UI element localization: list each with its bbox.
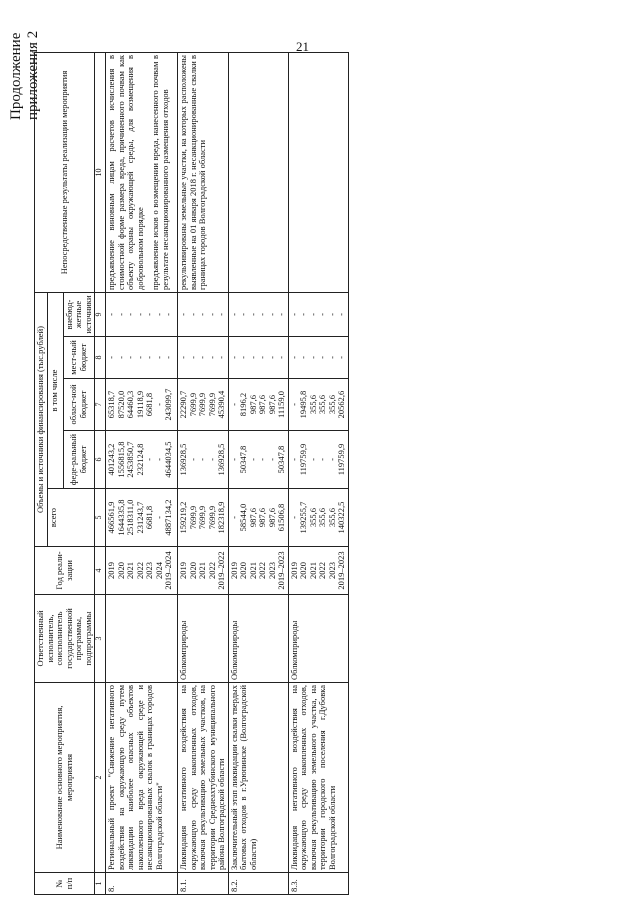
row-local-value: - bbox=[276, 356, 287, 359]
row-federal-value: 119759,9 bbox=[298, 443, 309, 476]
row-local-value: - bbox=[228, 356, 239, 359]
header-year: Год реали-зации bbox=[35, 547, 95, 595]
row-federal-value: 2453850,7 bbox=[125, 441, 136, 478]
row-federal-value: - bbox=[288, 458, 299, 461]
row-years-value: 2023 bbox=[144, 562, 155, 579]
row-federal bbox=[288, 431, 348, 489]
row-local-value: - bbox=[336, 356, 347, 359]
row-offbudget-value: - bbox=[326, 313, 337, 316]
row-name: Ликвидация негативного воздействия на окружающую среду накопленных отходов, включая рекультивацию земельного участка, на территории городского поселения г.Дубовка Волгоградской области bbox=[288, 683, 348, 873]
table-row bbox=[228, 53, 288, 895]
row-total-value: - bbox=[288, 516, 299, 519]
row-federal-value: - bbox=[197, 458, 208, 461]
column-number: 6 bbox=[95, 431, 106, 489]
header-name: Наименование основного мероприятия, мероприятия bbox=[35, 683, 95, 873]
row-federal-value: - bbox=[326, 458, 337, 461]
row-total-value: 987,6 bbox=[247, 507, 258, 528]
row-total-value: 987,6 bbox=[257, 507, 268, 528]
column-number: 10 bbox=[95, 53, 106, 293]
row-results bbox=[288, 53, 348, 293]
row-results bbox=[178, 53, 229, 293]
row-years-value: 2020 bbox=[187, 562, 198, 579]
row-regional-value: 987,6 bbox=[247, 394, 258, 415]
row-regional-value: 355,6 bbox=[326, 394, 337, 415]
row-offbudget-value: - bbox=[144, 313, 155, 316]
header-offbudget: внебюд-жетные источники bbox=[63, 293, 95, 337]
row-responsible: Облкомприроды bbox=[288, 595, 348, 683]
row-local bbox=[178, 337, 229, 379]
header-total: всего bbox=[47, 489, 95, 547]
row-local-value: - bbox=[238, 356, 249, 359]
row-number: 8.3. bbox=[288, 873, 348, 895]
row-regional-value: 7699,9 bbox=[187, 392, 198, 417]
row-federal-value: 50347,8 bbox=[238, 445, 249, 474]
row-offbudget-value: - bbox=[153, 313, 164, 316]
row-offbudget-value: - bbox=[257, 313, 268, 316]
row-federal-value: 1556815,8 bbox=[115, 441, 126, 478]
row-total-value: 466561,9 bbox=[106, 501, 117, 534]
row-offbudget bbox=[178, 293, 229, 337]
row-local-value: - bbox=[247, 356, 258, 359]
result-paragraph: рекультивированы земельные участки, на которых расположены выявленные на 01 января 2018 г. несанкционированные свалки в границах городов Волгоградской области bbox=[178, 55, 208, 290]
row-local-value: - bbox=[197, 356, 208, 359]
row-regional-value: - bbox=[153, 403, 164, 406]
row-years-value: 2020 bbox=[115, 562, 126, 579]
row-federal-value: - bbox=[144, 458, 155, 461]
row-regional-value: 65318,7 bbox=[106, 390, 117, 419]
row-local-value: - bbox=[163, 356, 174, 359]
row-federal-value: 119759,9 bbox=[336, 443, 347, 476]
row-offbudget-value: - bbox=[307, 313, 318, 316]
row-years-value: 2021 bbox=[197, 562, 208, 579]
row-total-value: 355,6 bbox=[307, 507, 318, 528]
row-regional-value: - bbox=[228, 403, 239, 406]
row-total bbox=[228, 489, 288, 547]
row-regional-value: 987,6 bbox=[266, 394, 277, 415]
row-years-value: 2020 bbox=[238, 562, 249, 579]
row-regional-value: 355,6 bbox=[317, 394, 328, 415]
table-row bbox=[106, 53, 178, 895]
row-local-value: - bbox=[317, 356, 328, 359]
row-federal-value: - bbox=[257, 458, 268, 461]
row-years bbox=[178, 547, 229, 595]
row-total-value: 140322,5 bbox=[336, 501, 347, 534]
row-offbudget-value: - bbox=[216, 313, 227, 316]
row-offbudget bbox=[228, 293, 288, 337]
row-total bbox=[288, 489, 348, 547]
row-local-value: - bbox=[153, 356, 164, 359]
row-federal-value: 136928,5 bbox=[178, 443, 189, 476]
row-name: Заключительный этап ликвидации свалки твердых бытовых отходов в г.Урюпинске (Волгоградской области) bbox=[228, 683, 288, 873]
header-local: мест-ный бюджет bbox=[63, 337, 95, 379]
table-row bbox=[178, 53, 229, 895]
row-regional-value: 45390,4 bbox=[216, 390, 227, 419]
column-number: 8 bbox=[95, 337, 106, 379]
row-local-value: - bbox=[288, 356, 299, 359]
row-years-value: 2022 bbox=[134, 562, 145, 579]
row-total-value: 7699,9 bbox=[187, 505, 198, 530]
row-total-value: 61506,8 bbox=[276, 503, 287, 532]
row-federal-value: - bbox=[153, 458, 164, 461]
row-number: 8.1. bbox=[178, 873, 229, 895]
row-local-value: - bbox=[178, 356, 189, 359]
row-years-value: 2019 bbox=[288, 562, 299, 579]
row-years-value: 2019–2023 bbox=[276, 551, 287, 590]
row-regional-value: 7699,9 bbox=[197, 392, 208, 417]
row-local-value: - bbox=[115, 356, 126, 359]
result-paragraph: предъявление виновным лицам расчетов исчисления в стоимостной форме размера вреда, причиненного почвам как объекту охраны окружающей среды, для возмещения в добровольном порядке bbox=[106, 55, 145, 290]
row-years-value: 2019 bbox=[106, 562, 117, 579]
row-federal-value: 232124,8 bbox=[134, 443, 145, 476]
row-years-value: 2022 bbox=[257, 562, 268, 579]
row-offbudget-value: - bbox=[288, 313, 299, 316]
row-regional bbox=[178, 379, 229, 431]
column-numbers-row bbox=[95, 53, 106, 895]
row-years-value: 2023 bbox=[326, 562, 337, 579]
row-number: 8. bbox=[106, 873, 178, 895]
row-federal-value: - bbox=[307, 458, 318, 461]
row-offbudget-value: - bbox=[134, 313, 145, 316]
row-regional bbox=[288, 379, 348, 431]
row-federal-value: 50347,8 bbox=[276, 445, 287, 474]
row-offbudget-value: - bbox=[317, 313, 328, 316]
row-total-value: - bbox=[153, 516, 164, 519]
row-offbudget-value: - bbox=[266, 313, 277, 316]
column-number: 5 bbox=[95, 489, 106, 547]
page-number: 21 bbox=[296, 39, 309, 54]
row-regional-value: 6681,8 bbox=[144, 392, 155, 417]
row-total-value: 1644335,8 bbox=[115, 499, 126, 536]
row-offbudget bbox=[106, 293, 178, 337]
row-federal-value: - bbox=[228, 458, 239, 461]
row-local-value: - bbox=[266, 356, 277, 359]
row-offbudget-value: - bbox=[163, 313, 174, 316]
row-total bbox=[106, 489, 178, 547]
row-federal-value: 401243,2 bbox=[106, 443, 117, 476]
row-total-value: 7699,9 bbox=[197, 505, 208, 530]
row-regional-value: - bbox=[288, 403, 299, 406]
row-offbudget-value: - bbox=[125, 313, 136, 316]
program-table bbox=[34, 52, 349, 895]
row-years-value: 2020 bbox=[298, 562, 309, 579]
column-number: 9 bbox=[95, 293, 106, 337]
row-local-value: - bbox=[216, 356, 227, 359]
row-years-value: 2022 bbox=[317, 562, 328, 579]
row-offbudget-value: - bbox=[276, 313, 287, 316]
row-number: 8.2. bbox=[228, 873, 288, 895]
row-total-value: 6681,8 bbox=[144, 505, 155, 530]
row-responsible: Облкомприроды bbox=[178, 595, 229, 683]
row-regional-value: 19118,9 bbox=[134, 390, 145, 419]
row-offbudget-value: - bbox=[206, 313, 217, 316]
header-federal: феде-ральный бюджет bbox=[63, 431, 95, 489]
row-total-value: 7699,9 bbox=[206, 505, 217, 530]
row-local bbox=[288, 337, 348, 379]
row-local-value: - bbox=[134, 356, 145, 359]
header-results: Непосредственные результаты реализации мероприятия bbox=[35, 53, 95, 293]
row-total-value: 231243,7 bbox=[134, 501, 145, 534]
row-local-value: - bbox=[257, 356, 268, 359]
row-years-value: 2019–2022 bbox=[216, 551, 227, 590]
row-offbudget-value: - bbox=[247, 313, 258, 316]
row-offbudget-value: - bbox=[238, 313, 249, 316]
row-local-value: - bbox=[144, 356, 155, 359]
column-number: 4 bbox=[95, 547, 106, 595]
row-federal bbox=[106, 431, 178, 489]
row-federal-value: 136928,5 bbox=[216, 443, 227, 476]
row-regional bbox=[106, 379, 178, 431]
row-years bbox=[228, 547, 288, 595]
column-number: 7 bbox=[95, 379, 106, 431]
row-years-value: 2023 bbox=[266, 562, 277, 579]
table-row bbox=[288, 53, 348, 895]
row-years-value: 2019–2023 bbox=[336, 551, 347, 590]
result-paragraph: предъявление исков о возмещении вреда, нанесенного почвам в результате несанкционированного размещения отходов bbox=[150, 55, 170, 290]
header-no: № п/п bbox=[35, 873, 95, 895]
row-years-value: 2021 bbox=[307, 562, 318, 579]
row-total-value: - bbox=[228, 516, 239, 519]
row-offbudget-value: - bbox=[197, 313, 208, 316]
row-years-value: 2021 bbox=[247, 562, 258, 579]
row-federal-value: - bbox=[206, 458, 217, 461]
row-name: Ликвидация негативного воздействия на окружающую среду накопленных отходов, включая рекультивацию земельных участков, на территории Среднеахтубинского муниципального района Волгоградской области bbox=[178, 683, 229, 873]
row-regional-value: 87520,0 bbox=[115, 390, 126, 419]
row-total-value: 58544,0 bbox=[238, 503, 249, 532]
row-regional-value: 987,6 bbox=[257, 394, 268, 415]
row-regional-value: 19495,8 bbox=[298, 390, 309, 419]
row-total-value: 2518311,0 bbox=[125, 499, 136, 536]
row-total-value: 355,6 bbox=[317, 507, 328, 528]
row-offbudget-value: - bbox=[115, 313, 126, 316]
row-regional-value: 7699,9 bbox=[206, 392, 217, 417]
row-offbudget-value: - bbox=[106, 313, 117, 316]
row-name: Региональный проект "Снижение негативного воздействия на окружающую среду путем ликвидации наиболее опасных объектов накопленного вреда окружающей среде и несанкционированных свалок в границах городов Волгоградской области" bbox=[106, 683, 178, 873]
row-regional-value: 11159,0 bbox=[276, 391, 287, 418]
row-offbudget-value: - bbox=[298, 313, 309, 316]
row-offbudget bbox=[288, 293, 348, 337]
row-local-value: - bbox=[307, 356, 318, 359]
row-results bbox=[228, 53, 288, 293]
row-years bbox=[106, 547, 178, 595]
row-total-value: 182318,9 bbox=[216, 501, 227, 534]
row-local-value: - bbox=[298, 356, 309, 359]
row-regional-value: 64460,3 bbox=[125, 390, 136, 419]
row-local-value: - bbox=[326, 356, 337, 359]
row-total-value: 4887134,2 bbox=[163, 499, 174, 536]
row-years-value: 2024 bbox=[153, 562, 164, 579]
row-total-value: 159219,2 bbox=[178, 501, 189, 534]
row-local-value: - bbox=[206, 356, 217, 359]
row-regional-value: 22290,7 bbox=[178, 390, 189, 419]
row-federal bbox=[228, 431, 288, 489]
row-local bbox=[228, 337, 288, 379]
row-total-value: 355,6 bbox=[326, 507, 337, 528]
continuation-title: Продолжение приложения 2 bbox=[8, 30, 41, 120]
column-number: 2 bbox=[95, 683, 106, 873]
row-years bbox=[288, 547, 348, 595]
row-federal-value: 4644034,5 bbox=[163, 441, 174, 478]
row-years-value: 2021 bbox=[125, 562, 136, 579]
row-years-value: 2022 bbox=[206, 562, 217, 579]
row-offbudget-value: - bbox=[336, 313, 347, 316]
row-offbudget-value: - bbox=[187, 313, 198, 316]
header-regional: област-ной бюджет bbox=[63, 379, 95, 431]
row-federal bbox=[178, 431, 229, 489]
row-regional-value: 355,6 bbox=[307, 394, 318, 415]
row-regional-value: 8196,2 bbox=[238, 392, 249, 417]
row-offbudget-value: - bbox=[178, 313, 189, 316]
row-years-value: 2019 bbox=[228, 562, 239, 579]
row-federal-value: - bbox=[187, 458, 198, 461]
row-regional bbox=[228, 379, 288, 431]
row-total bbox=[178, 489, 229, 547]
row-years-value: 2019–2024 bbox=[163, 551, 174, 590]
row-years-value: 2019 bbox=[178, 562, 189, 579]
row-local bbox=[106, 337, 178, 379]
row-federal-value: - bbox=[247, 458, 258, 461]
header-responsible: Ответственный исполнитель, соисполнитель государственной программы, подпрограммы bbox=[35, 595, 95, 683]
row-total-value: 139255,7 bbox=[298, 501, 309, 534]
column-number: 1 bbox=[95, 873, 106, 895]
row-results bbox=[106, 53, 178, 293]
header-funding: Объемы и источники финансирования (тыс.рублей) bbox=[35, 293, 48, 547]
row-regional-value: 243099,7 bbox=[163, 388, 174, 421]
row-federal-value: - bbox=[266, 458, 277, 461]
column-number: 3 bbox=[95, 595, 106, 683]
row-total-value: 987,6 bbox=[266, 507, 277, 528]
header-incl: в том числе bbox=[47, 293, 63, 489]
row-local-value: - bbox=[106, 356, 117, 359]
row-local-value: - bbox=[125, 356, 136, 359]
row-responsible bbox=[106, 595, 178, 683]
row-offbudget-value: - bbox=[228, 313, 239, 316]
row-responsible: Облкомприроды bbox=[228, 595, 288, 683]
row-federal-value: - bbox=[317, 458, 328, 461]
row-local-value: - bbox=[187, 356, 198, 359]
row-regional-value: 20562,6 bbox=[336, 390, 347, 419]
